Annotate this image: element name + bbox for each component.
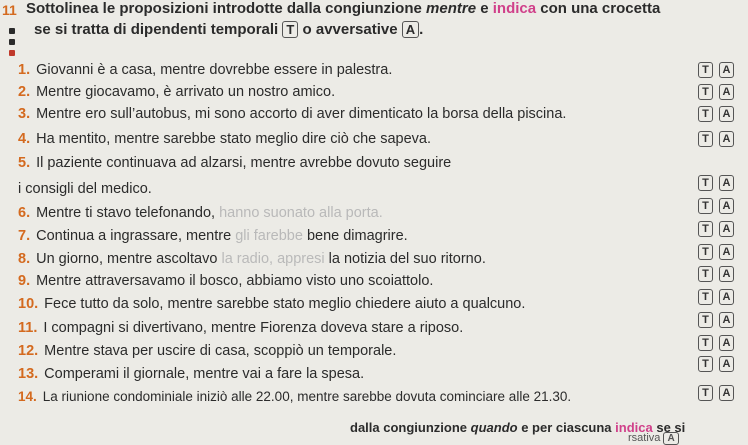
a-checkbox[interactable]: A [719,356,734,372]
keyword-indica: indica [492,0,537,17]
instruction-text: Sottolinea le proposizioni introdotte dalla congiunzione [26,0,422,17]
instruction-conj: e [480,0,489,17]
list-item-continuation [18,180,152,198]
instruction-period: . [419,21,424,38]
t-checkbox[interactable]: T [698,198,713,214]
item-text-end: la notizia del suo ritorno. [328,251,486,267]
list-item [18,342,396,360]
a-checkbox[interactable]: A [719,175,734,191]
t-checkbox[interactable]: T [698,312,713,328]
bullet-square [9,50,15,56]
t-checkbox[interactable]: T [698,175,713,191]
list-item [18,365,364,383]
t-checkbox[interactable]: T [698,289,713,305]
a-checkbox[interactable]: A [719,312,734,328]
t-checkbox[interactable]: T [698,385,713,401]
item-text: Un giorno, mentre ascoltavo [36,251,218,267]
item-number: 11. [18,320,38,336]
item-text: Mentre stava per uscire di casa, scoppiò un temporale. [44,343,397,359]
exercise-number: 11 [2,2,17,18]
item-text: La riunione condominiale iniziò alle 22.00, mentre sarebbe dovuta cominciare alle 21.30. [42,389,572,404]
list-item [18,154,451,172]
a-checkbox[interactable]: A [719,289,734,305]
answer-boxes [698,335,734,351]
instruction-text-end: con una crocetta [540,0,661,17]
item-text-faded: la radio, appresi [221,251,325,267]
item-number: 2. [18,84,31,100]
item-text: Continua a ingrassare, mentre [36,228,232,244]
item-text: Mentre ti stavo telefonando, [36,205,216,221]
a-legend-box: A [402,21,419,38]
item-text: Mentre attraversavamo il bosco, abbiamo visto uno scoiattolo. [36,273,434,289]
footer-text: e per ciascuna [521,420,612,435]
answer-boxes [698,356,734,372]
answer-boxes [698,244,734,260]
item-number: 6. [18,205,31,221]
keyword-indica: indica [615,420,653,435]
item-text: Fece tutto da solo, mentre sarebbe stato meglio chiedere aiuto a qualcuno. [44,296,526,312]
item-text: Giovanni è a casa, mentre dovrebbe essere in palestra. [36,62,393,78]
item-text: Mentre ero sull’autobus, mi sono accorto di aver dimenticato la borsa della piscina. [36,106,567,122]
item-text-faded: gli farebbe [235,228,303,244]
instruction-line2-text: se si tratta di dipendenti temporali [34,21,279,38]
item-number: 13. [18,366,39,382]
item-number: 10. [18,296,39,312]
answer-boxes [698,221,734,237]
a-checkbox[interactable]: A [719,385,734,401]
list-item [18,204,383,222]
item-text-end: bene dimagrire. [306,228,408,244]
item-text: Comperami il giornale, mentre vai a fare la spesa. [44,366,365,382]
t-checkbox[interactable]: T [698,335,713,351]
list-item [18,130,431,148]
a-checkbox[interactable]: A [719,62,734,78]
t-checkbox[interactable]: T [698,106,713,122]
answer-boxes [698,84,734,100]
a-checkbox[interactable]: A [719,335,734,351]
instruction-line2-text-2: o avversative [302,21,398,38]
a-checkbox[interactable]: A [719,266,734,282]
list-item [18,272,433,290]
t-checkbox[interactable]: T [698,131,713,147]
next-exercise-partial [628,432,679,445]
answer-boxes [698,62,734,78]
t-checkbox[interactable]: T [698,84,713,100]
a-checkbox[interactable]: A [719,106,734,122]
list-item [18,61,392,79]
footer-text: se si [656,420,686,435]
t-legend-box: T [282,21,298,38]
answer-boxes [698,312,734,328]
list-item [18,388,571,406]
a-checkbox[interactable]: A [719,244,734,260]
instruction-line-1 [26,0,660,18]
t-checkbox[interactable]: T [698,221,713,237]
answer-boxes [698,198,734,214]
list-item [18,295,525,313]
item-text: Mentre giocavamo, è arrivato un nostro amico. [36,84,336,100]
t-checkbox[interactable]: T [698,266,713,282]
item-number: 5. [18,155,31,171]
footer-text: dalla congiunzione [350,420,468,435]
answer-boxes [698,289,734,305]
item-text-faded: hanno suonato alla porta. [219,205,383,221]
t-checkbox[interactable]: T [698,244,713,260]
list-item [18,83,335,101]
list-item [18,105,566,123]
t-checkbox[interactable]: T [698,356,713,372]
footer-text: rsativa [628,432,661,444]
item-number: 1. [18,62,31,78]
answer-boxes [698,106,734,122]
margin-bullets [9,28,15,61]
answer-boxes [698,266,734,282]
answer-boxes [698,175,734,191]
item-number: 8. [18,251,31,267]
a-checkbox[interactable]: A [719,221,734,237]
list-item [18,319,463,337]
answer-boxes [698,385,734,401]
a-checkbox[interactable]: A [719,198,734,214]
item-text: i consigli del medico. [18,181,152,197]
item-text: I compagni si divertivano, mentre Fiorenza doveva stare a riposo. [43,320,464,336]
item-number: 3. [18,106,31,122]
a-checkbox[interactable]: A [719,84,734,100]
item-text: Il paziente continuava ad alzarsi, mentre avrebbe dovuto seguire [36,155,452,171]
list-item [18,227,408,245]
list-item [18,250,486,268]
bullet-square [9,39,15,45]
answer-boxes [698,131,734,147]
keyword-quando: quando [470,420,518,435]
bullet-square [9,28,15,34]
item-number: 12. [18,343,39,359]
item-number: 14. [18,389,37,404]
keyword-mentre: mentre [426,0,477,17]
item-number: 9. [18,273,31,289]
item-text: Ha mentito, mentre sarebbe stato meglio dire ciò che sapeva. [36,131,432,147]
item-number: 4. [18,131,31,147]
t-checkbox[interactable]: T [698,62,713,78]
a-legend-box: A [663,432,678,445]
item-number: 7. [18,228,31,244]
a-checkbox[interactable]: A [719,131,734,147]
instruction-line-2 [34,21,423,39]
